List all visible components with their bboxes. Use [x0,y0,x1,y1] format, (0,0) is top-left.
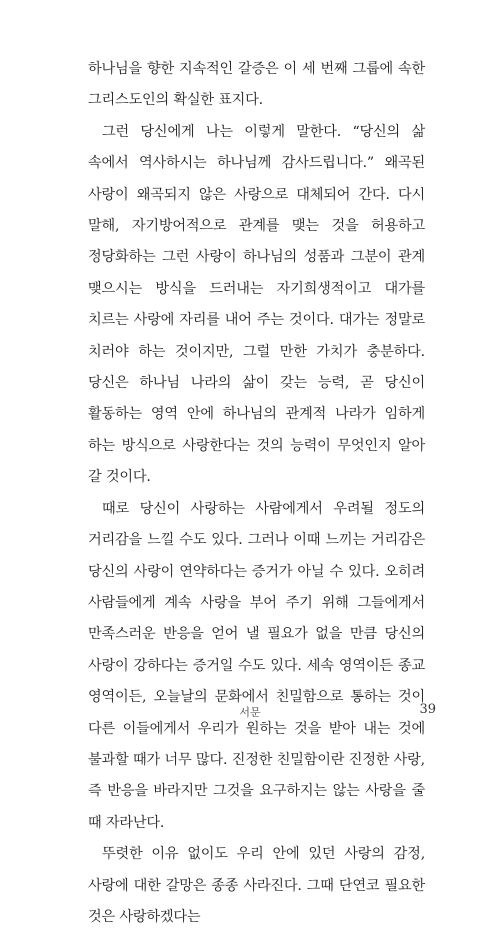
page-number: 39 [419,702,436,717]
body-text [88,54,425,933]
paragraph: 때로 당신이 사랑하는 사람에게서 우려될 정도의 거리감을 느낄 수도 있다. 그러나 이때 느끼는 거리감은 당신의 사랑이 연약하다는 증거가 아닐 수 있다. 오히려 사람들에게 계속 사랑을 부어 주기 위해 그들에게서 만족스러운 반응을 얻어 낼 필요가 없을 만큼 당신의 사랑이 강하다는 증거일 수도 있다. 세속 영역이든 종교 영역이든, 오늘날의 문화에서 친밀함으로 통하는 것이 다른 이들에게서 우리가 원하는 것을 받아 내는 것에 불과할 때가 너무 많다. 진정한 친밀함이란 진정한 사랑, 즉 반응을 바라지만 그것을 요구하지는 않는 사랑을 줄 때 자라난다. [88,500,425,831]
running-footer-title: 서문 [239,706,261,719]
paragraph-continued: 하나님을 향한 지속적인 갈증은 이 세 번째 그룹에 속한 그리스도인의 확실한 표지다. [88,61,425,109]
paragraph: 그런 당신에게 나는 이렇게 말한다. “당신의 삶 속에서 역사하시는 하나님께 감사드립니다.” 왜곡된 사랑이 왜곡되지 않은 사랑으로 대체되어 간다. 다시 말해, 자기방어적으로 관계를 맺는 것을 허용하고 정당화하는 그런 사랑이 하나님의 성품과 그분이 관계 맺으시는 방식을 드러내는 자기희생적이고 대가를 치르는 사랑에 자리를 내어 주는 것이다. 대가는 정말로 치러야 하는 것이지만, 그럴 만한 가치가 충분하다. 당신은 하나님 나라의 삶이 갖는 능력, 곧 당신이 활동하는 영역 안에 하나님의 관계적 나라가 임하게 하는 방식으로 사랑한다는 것의 능력이 무엇인지 알아 갈 것이다. [88,123,425,486]
paragraph: 뚜렷한 이유 없이도 우리 안에 있던 사랑의 감정, 사랑에 대한 갈망은 종종 사라진다. 그때 단연코 필요한 것은 사랑하겠다는 [88,846,425,925]
